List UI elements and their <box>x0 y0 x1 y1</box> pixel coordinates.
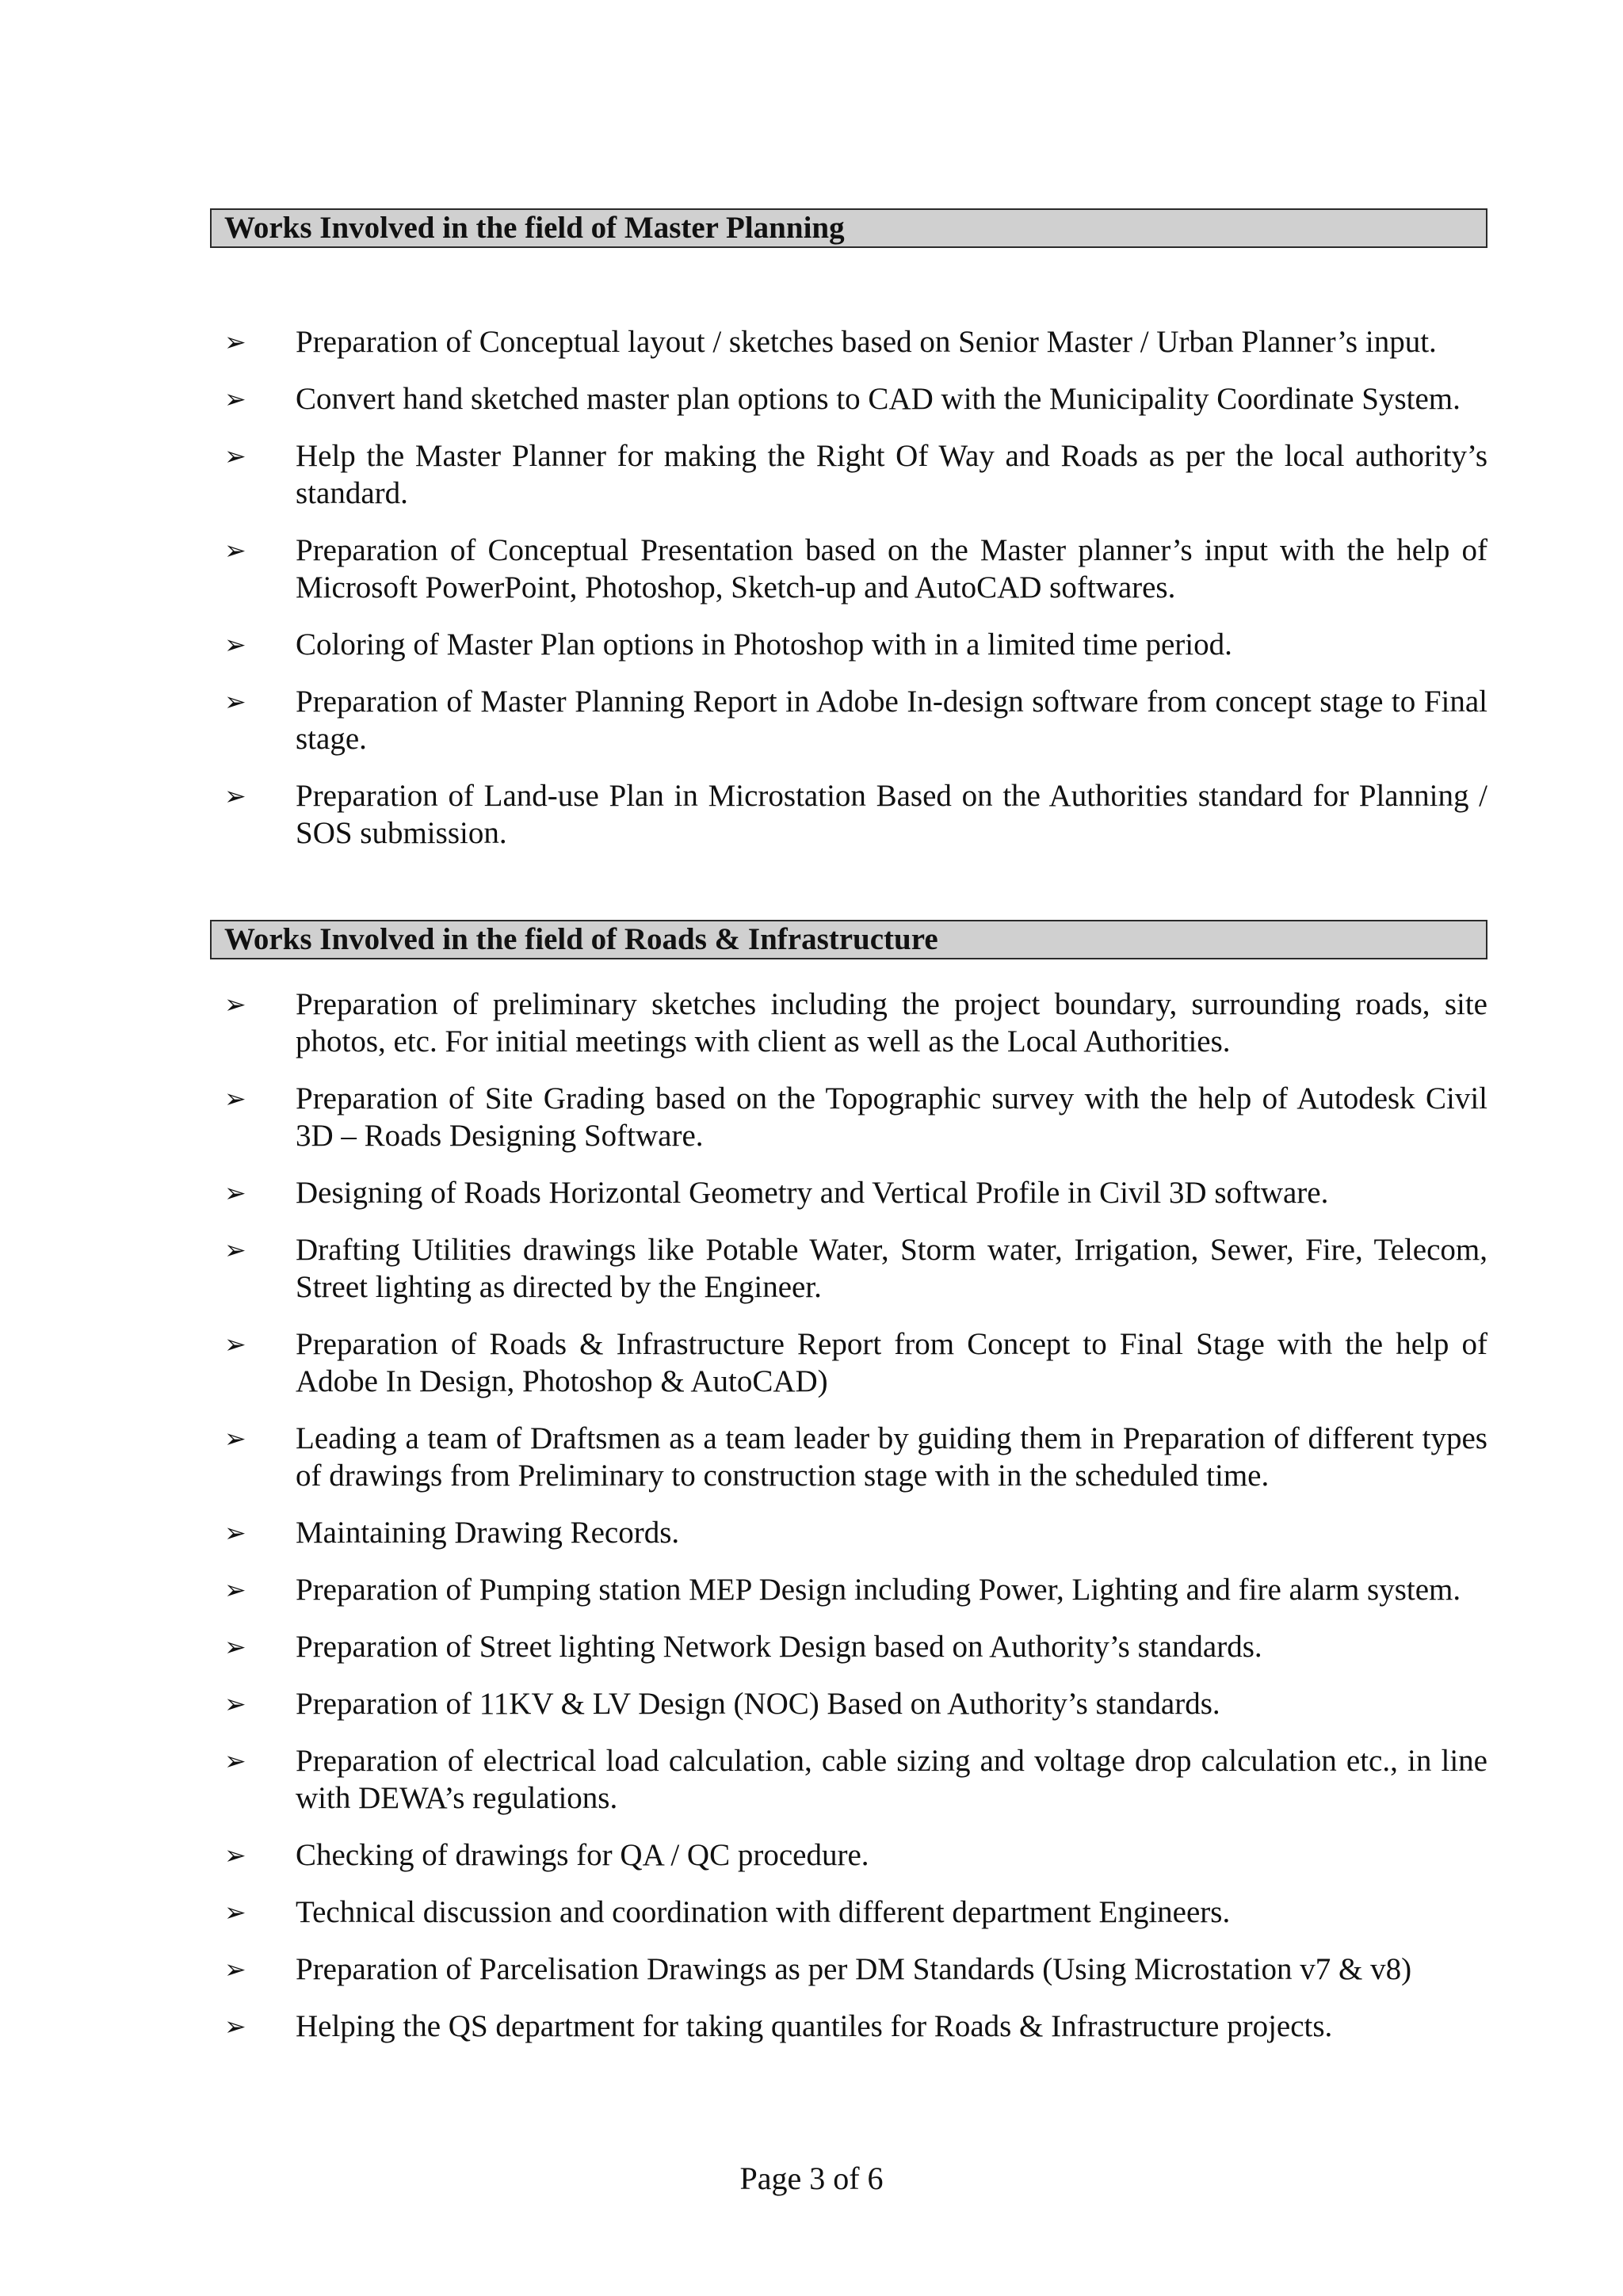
list-item-text: Designing of Roads Horizontal Geometry and Vertical Profile in Civil 3D software. <box>296 1176 1329 1210</box>
list-item <box>210 1420 1487 1494</box>
list-item <box>210 683 1487 757</box>
list-item <box>210 323 1487 360</box>
list-item-text: Preparation of Roads & Infrastructure Report from Concept to Final Stage with the help of Adobe In Design, Photoshop & AutoCAD) <box>296 1327 1487 1398</box>
list-item-text: Technical discussion and coordination with different department Engineers. <box>296 1895 1231 1929</box>
roads-infrastructure-list <box>210 986 1487 2065</box>
list-item <box>210 437 1487 512</box>
arrow-bullet-icon: ➢ <box>224 686 246 717</box>
list-item-text: Help the Master Planner for making the Right Of Way and Roads as per the local authority’s standard. <box>296 439 1487 510</box>
list-item-text: Convert hand sketched master plan options to CAD with the Municipality Coordinate System. <box>296 382 1461 416</box>
list-item-text: Preparation of Pumping station MEP Design including Power, Lighting and fire alarm system. <box>296 1573 1461 1607</box>
list-item <box>210 2008 1487 2045</box>
list-item <box>210 1325 1487 1400</box>
arrow-bullet-icon: ➢ <box>224 1574 246 1605</box>
arrow-bullet-icon: ➢ <box>224 1517 246 1548</box>
arrow-bullet-icon: ➢ <box>224 383 246 414</box>
arrow-bullet-icon: ➢ <box>224 1234 246 1265</box>
arrow-bullet-icon: ➢ <box>224 441 246 471</box>
arrow-bullet-icon: ➢ <box>224 1897 246 1928</box>
list-item-text: Helping the QS department for taking quantiles for Roads & Infrastructure projects. <box>296 2009 1333 2043</box>
list-item <box>210 1231 1487 1306</box>
arrow-bullet-icon: ➢ <box>224 1840 246 1871</box>
list-item <box>210 1894 1487 1931</box>
list-item <box>210 626 1487 663</box>
list-item-text: Preparation of preliminary sketches including the project boundary, surrounding roads, site photos, etc. For initial meetings with client as well as the Local Authorities. <box>296 987 1487 1058</box>
list-item <box>210 1514 1487 1551</box>
arrow-bullet-icon: ➢ <box>224 629 246 660</box>
list-item-text: Preparation of Parcelisation Drawings as per DM Standards (Using Microstation v7 & v8) <box>296 1952 1412 1986</box>
list-item-text: Preparation of 11KV & LV Design (NOC) Based on Authority’s standards. <box>296 1687 1220 1721</box>
list-item <box>210 532 1487 606</box>
list-item-text: Preparation of Conceptual layout / sketches based on Senior Master / Urban Planner’s input. <box>296 325 1437 359</box>
page-number: Page 3 of 6 <box>739 2161 884 2196</box>
list-item <box>210 1951 1487 1988</box>
list-item-text: Preparation of Street lighting Network Design based on Authority’s standards. <box>296 1630 1262 1664</box>
list-item-text: Preparation of electrical load calculation, cable sizing and voltage drop calculation etc., in line with DEWA’s regulations. <box>296 1744 1487 1815</box>
list-item <box>210 1628 1487 1665</box>
list-item-text: Preparation of Site Grading based on the Topographic survey with the help of Autodesk Civil 3D – Roads Designing Software. <box>296 1081 1487 1153</box>
arrow-bullet-icon: ➢ <box>224 1083 246 1114</box>
arrow-bullet-icon: ➢ <box>224 2011 246 2042</box>
master-planning-list <box>210 323 1487 871</box>
arrow-bullet-icon: ➢ <box>224 1631 246 1662</box>
list-item <box>210 1174 1487 1211</box>
list-item-text: Checking of drawings for QA / QC procedure. <box>296 1838 869 1872</box>
list-item-text: Preparation of Land-use Plan in Microstation Based on the Authorities standard for Planning / SOS submission. <box>296 779 1487 850</box>
arrow-bullet-icon: ➢ <box>224 326 246 357</box>
list-item <box>210 1685 1487 1722</box>
list-item <box>210 1742 1487 1817</box>
list-item-text: Coloring of Master Plan options in Photoshop with in a limited time period. <box>296 627 1232 662</box>
list-item-text: Maintaining Drawing Records. <box>296 1516 680 1550</box>
list-item <box>210 1571 1487 1608</box>
list-item <box>210 986 1487 1060</box>
list-item-text: Leading a team of Draftsmen as a team leader by guiding them in Preparation of different types of drawings from Preliminary to construction stage with in the scheduled time. <box>296 1421 1487 1493</box>
arrow-bullet-icon: ➢ <box>224 535 246 566</box>
list-item <box>210 1836 1487 1874</box>
list-item-text: Preparation of Conceptual Presentation based on the Master planner’s input with the help of Microsoft PowerPoint, Photoshop, Sketch-up and AutoCAD softwares. <box>296 533 1487 605</box>
arrow-bullet-icon: ➢ <box>224 1745 246 1776</box>
list-item-text: Preparation of Master Planning Report in Adobe In-design software from concept stage to Final stage. <box>296 685 1487 756</box>
list-item <box>210 380 1487 418</box>
arrow-bullet-icon: ➢ <box>224 780 246 811</box>
arrow-bullet-icon: ➢ <box>224 1177 246 1208</box>
arrow-bullet-icon: ➢ <box>224 1688 246 1719</box>
arrow-bullet-icon: ➢ <box>224 1329 246 1360</box>
section-header-master-planning: Works Involved in the field of Master Planning <box>210 208 1487 248</box>
list-item-text: Drafting Utilities drawings like Potable Water, Storm water, Irrigation, Sewer, Fire, Telecom, Street lighting as directed by the Engineer. <box>296 1233 1487 1304</box>
section-header-roads-infrastructure: Works Involved in the field of Roads & Infrastructure <box>210 920 1487 959</box>
arrow-bullet-icon: ➢ <box>224 1954 246 1985</box>
list-item <box>210 1080 1487 1154</box>
arrow-bullet-icon: ➢ <box>224 1423 246 1454</box>
arrow-bullet-icon: ➢ <box>224 989 246 1020</box>
list-item <box>210 777 1487 852</box>
